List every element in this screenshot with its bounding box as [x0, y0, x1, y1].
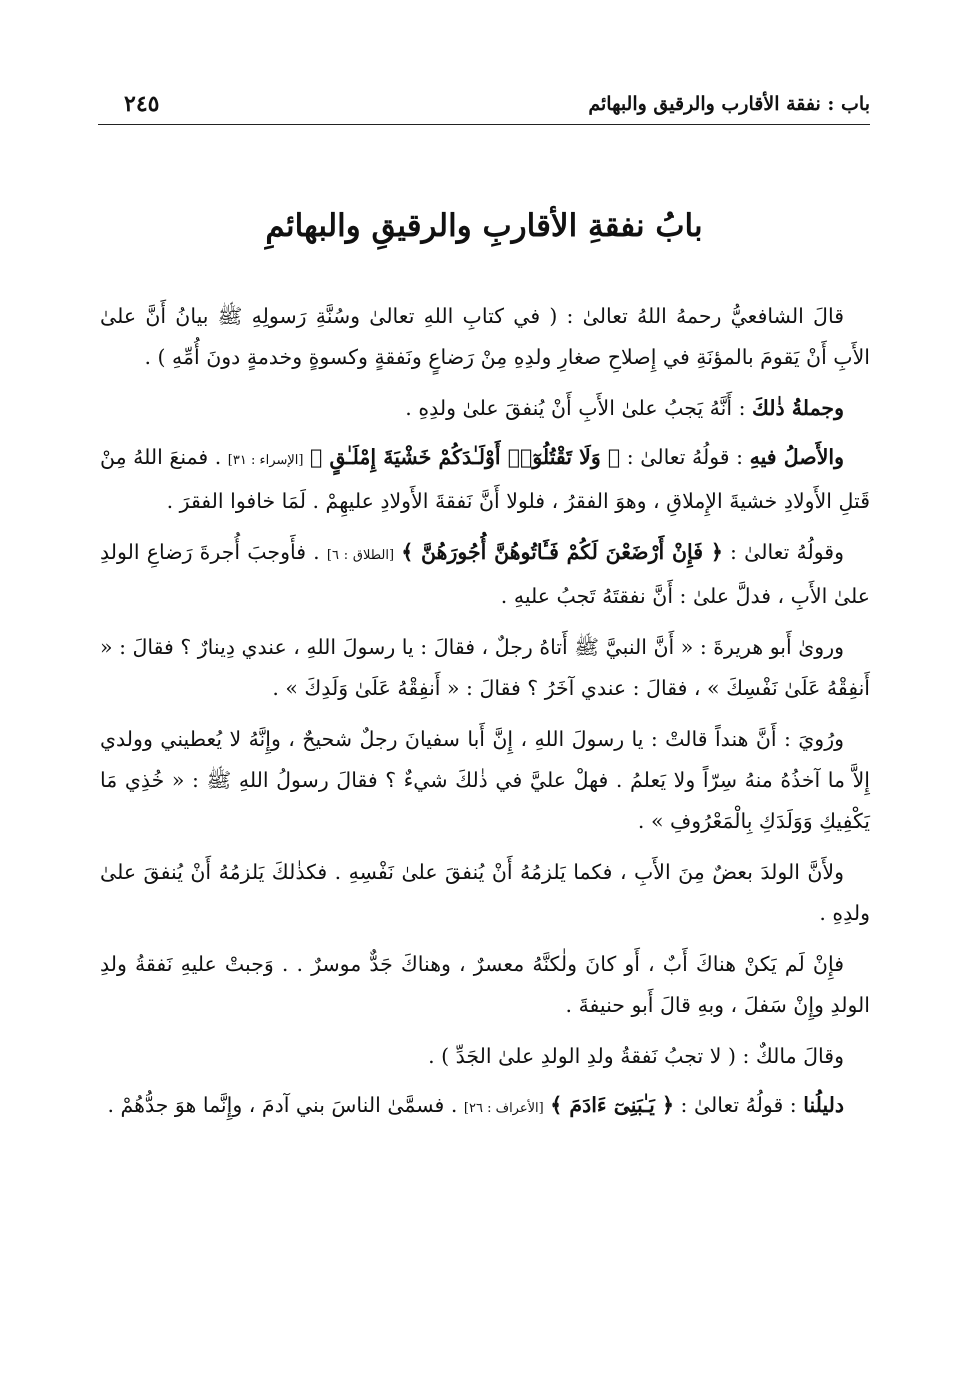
paragraph-text: وقولُهُ تعالىٰ : [722, 540, 844, 564]
paragraph-hind [100, 719, 870, 842]
paragraph-text: ورُويَ : أَنَّ هنداً قالتْ : يا رسولَ اللهِ ، إِنَّ أَبا سفيانَ رجلٌ شحيحٌ ، وإِنَّهُ لا يُعطيني وولدي إِلاَّ ما آخذُهُ منهُ سِرّاً ولا يَعلمُ . فهلْ عليَّ في ذٰلكَ شيءٌ ؟ فقالَ رسولُ اللهِ ﷺ : « خُذِي مَا يَكْفِيكِ وَوَلَدَكِ بِالْمَعْرُوفِ » . [100, 727, 870, 833]
paragraph-child-part [100, 852, 870, 934]
paragraph-summary [100, 388, 870, 429]
paragraph-text: ولأَنَّ الولدَ بعضٌ مِنَ الأَبِ ، فكما يَلزمُهُ أَنْ يُنفقَ علىٰ نَفْسِهِ . فكذٰلكَ يَلزمُهُ أَنْ يُنفقَ علىٰ ولدِهِ . [100, 860, 870, 925]
paragraph-text: : قولُهُ تعالىٰ : [674, 1093, 804, 1117]
paragraph-lead: دليلُنا [803, 1093, 844, 1117]
paragraph-text: : قولُهُ تعالىٰ : [620, 445, 750, 469]
paragraph-shafii-quote [100, 296, 870, 378]
body-text [100, 296, 870, 1139]
paragraph-text: فإِنْ لَم يَكنْ هناكَ أَبٌ ، أَو كانَ ولٰكنَّهُ معسرٌ ، وهناكَ جَدٌّ موسرٌ . . وَجبتْ عليهِ نَفقةُ ولدِ الولدِ وإِنْ سَفلَ ، وبهِ قالَ أَبو حنيفةَ . [100, 952, 870, 1017]
chapter-title: بابُ نفقةِ الأقاربِ والرقيقِ والبهائمِ [265, 208, 703, 244]
verse-reference: [الإسراء : ٣١] [227, 453, 304, 468]
quran-verse: ﴿ وَلَا تَقْتُلُوٓا۟ أَوْلَـٰدَكُمْ خَشْيَةَ إِمْلَـٰقٍ ﴾ [310, 445, 621, 469]
paragraph-lead: والأَصلُ فيهِ [749, 445, 844, 469]
paragraph-talaq [100, 532, 870, 617]
verse-reference: [الأعراف : ٢٦] [463, 1101, 544, 1116]
running-header [98, 84, 870, 125]
running-title: باب : نفقة الأقارب والرقيق والبهائم [588, 93, 870, 115]
quran-verse: ﴿ يَـٰبَنِىٓ ءَادَمَ ﴾ [550, 1093, 675, 1117]
paragraph-abu-hurayra [100, 627, 870, 709]
paragraph-text: . فأَوجبَ أُجرةَ رَضاعِ الولدِ علىٰ الأَبِ ، فدلَّ علىٰ : أَنَّ نفقتَهُ تَجبُ عليهِ . [100, 540, 870, 608]
paragraph-text: قالَ الشافعيُّ رحمهُ اللهُ تعالىٰ : ( في كتابِ اللهِ تعالىٰ وسُنَّةِ رَسولِهِ ﷺ بيانُ أَنَّ علىٰ الأَبِ أَنْ يَقومَ بالمؤنَةِ في إِصلاحِ صغارِ ولدِهِ مِنْ رَضاعٍ ونَفقةٍ وكسوةٍ وخدمةٍ دونَ أُمِّهِ ) . [100, 304, 870, 369]
page-number: ٢٤٥ [124, 91, 160, 117]
paragraph-basis [100, 437, 870, 522]
paragraph-grandfather [100, 944, 870, 1026]
paragraph-text: : أَنَّهُ يَجبُ علىٰ الأَبِ أَنْ يُنفقَ علىٰ ولدِهِ . [405, 396, 752, 420]
paragraph-evidence [100, 1085, 870, 1129]
quran-verse: ﴿ فَإِنْ أَرْضَعْنَ لَكُمْ فَـَٔاتُوهُنَّ أُجُورَهُنَّ ﴾ [401, 540, 723, 564]
paragraph-text: . فمنعَ اللهُ مِنْ قَتلِ الأَولادِ خشيةَ الإِملاقِ ، وهوَ الفقرُ ، فلولا أَنَّ نَفقةَ الأَولادِ عليهِمْ . لَمَا خافوا الفقرَ . [100, 445, 870, 513]
verse-reference: [الطلاق : ٦] [326, 548, 395, 563]
paragraph-lead: وجملةُ ذٰلكَ [752, 396, 844, 420]
paragraph-malik [100, 1036, 870, 1077]
paragraph-text: وقالَ مالكٌ : ( لا تجبُ نَفقةُ ولدِ الولدِ علىٰ الجَدِّ ) . [428, 1044, 844, 1068]
paragraph-text: . فسمَّىٰ الناسَ بني آدمَ ، وإِنَّما هوَ جدُّهُمْ . [107, 1093, 464, 1117]
paragraph-text: وروىٰ أَبو هريرةَ : « أَنَّ النبيَّ ﷺ أَتاهُ رجلٌ ، فقالَ : يا رسولَ اللهِ ، عندي دِينارٌ ؟ فقالَ : « أَنفِقْهُ عَلَىٰ نَفْسِكَ » ، فقالَ : عندي آخَرُ ؟ فقالَ : « أَنفِقْهُ عَلَىٰ وَلَدِكَ » . [100, 635, 870, 700]
